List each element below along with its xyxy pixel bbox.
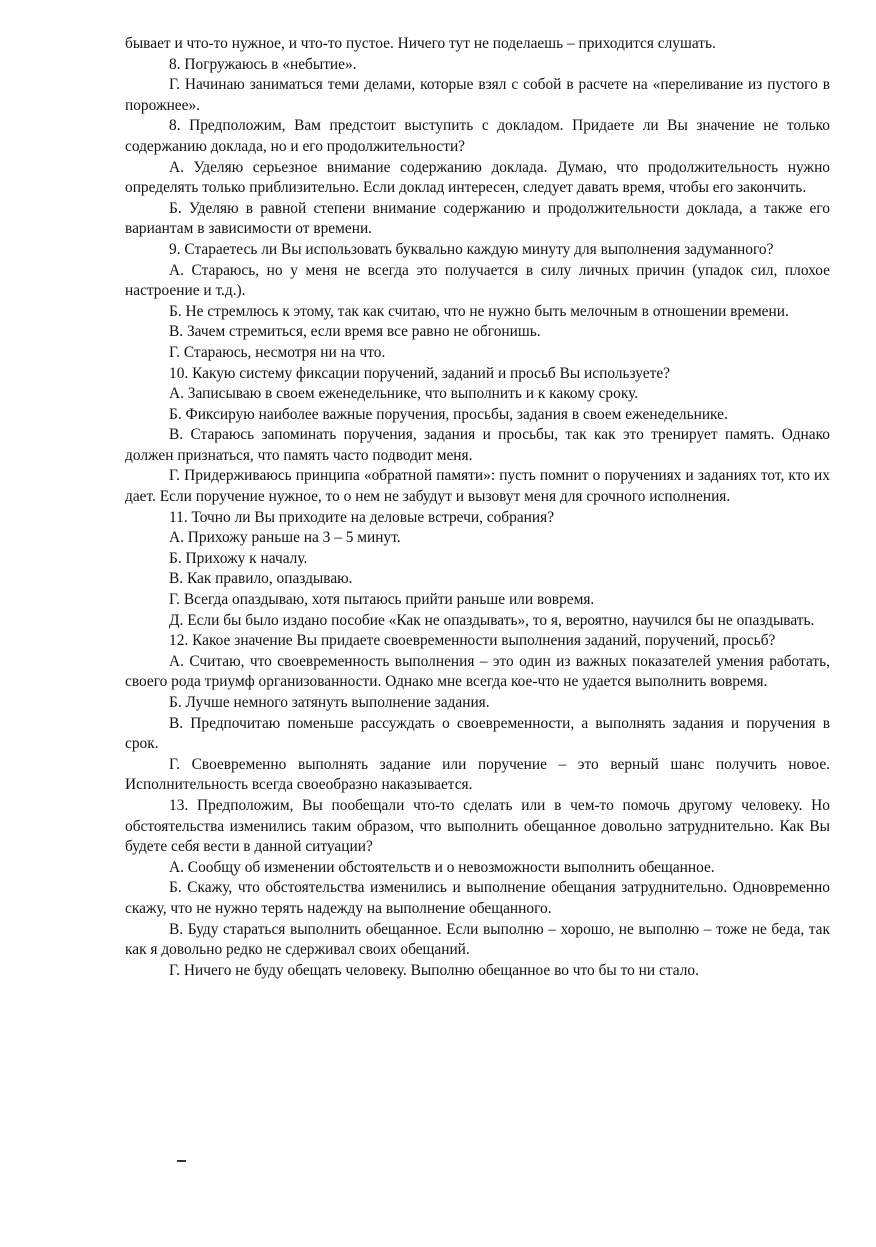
document-body [125,34,830,981]
paragraph: Г. Придерживаюсь принципа «обратной памяти»: пусть помнит о поручениях и заданиях тот, кто их дает. Если поручение нужное, то о нем не забудут и вызовут меня для срочного исполнения. [125,467,830,506]
paragraph: бывает и что-то нужное, и что-то пустое. Ничего тут не поделаешь – приходится слушать. [125,35,716,52]
paragraph: Б. Скажу, что обстоятельства изменились и выполнение обещания затруднительно. Одновременно скажу, что не нужно терять надежду на выполнение обещанного. [125,879,830,917]
paragraph: Б. Прихожу к началу. [169,549,308,567]
paragraph: Д. Если бы было издано пособие «Как не опаздывать», то я, вероятно, научился бы не опаздывать. [169,611,815,629]
paragraph: 10. Какую систему фиксации поручений, заданий и просьб Вы используете? [169,364,670,382]
paragraph: Г. Всегда опаздываю, хотя пытаюсь прийти раньше или вовремя. [169,591,595,609]
paragraph: Б. Уделяю в равной степени внимание содержанию и продолжительности доклада, а также его вариантам в зависимости от времени. [125,199,830,238]
paragraph: Г. Ничего не буду обещать человеку. Выполню обещанное во что бы то ни стало. [169,961,699,979]
paragraph: А. Прихожу раньше на 3 – 5 минут. [169,529,401,547]
paragraph: 9. Стараетесь ли Вы использовать буквально каждую минуту для выполнения задуманного? [169,240,774,258]
paragraph: Г. Начинаю заниматься теми делами, которые взял с собой в расчете на «переливание из пустого в порожнее». [125,76,830,114]
paragraph: Б. Не стремлюсь к этому, так как считаю, что не нужно быть мелочным в отношении времени. [169,302,789,320]
paragraph: В. Предпочитаю поменьше рассуждать о своевременности, а выполнять задания и поручения в срок. [125,714,830,753]
paragraph: Г. Своевременно выполнять задание или поручение – это верный шанс получить новое. Исполнительность всегда своеобразно наказывается. [125,755,830,794]
paragraph: В. Стараюсь запоминать поручения, задания и просьбы, так как это тренирует память. Однако должен признаться, что память часто подводит меня. [125,426,830,464]
paragraph: А. Уделяю серьезное внимание содержанию доклада. Думаю, что продолжительность нужно определять только приблизительно. Если доклад интересен, следует давать время, чтобы его закончить. [125,158,830,197]
scan-mark [177,1160,186,1162]
paragraph: 11. Точно ли Вы приходите на деловые встречи, собрания? [169,508,555,526]
paragraph: Г. Стараюсь, несмотря ни на что. [169,343,386,361]
paragraph: В. Как правило, опаздываю. [169,570,353,588]
paragraph: А. Считаю, что своевременность выполнения – это один из важных показателей умения работать, своего рода триумф организованности. Однако мне всегда кое-что не удается выполнить вовремя. [125,652,830,691]
paragraph: 8. Предположим, Вам предстоит выступить с докладом. Придаете ли Вы значение не только содержанию доклада, но и его продолжительности? [125,117,830,155]
paragraph: А. Сообщу об изменении обстоятельств и о невозможности выполнить обещанное. [169,858,715,876]
paragraph: А. Стараюсь, но у меня не всегда это получается в силу личных причин (упадок сил, плохое настроение и т.д.). [125,261,830,300]
paragraph: В. Буду стараться выполнить обещанное. Если выполню – хорошо, не выполню – тоже не беда, так как я довольно редко не сдерживал своих обещаний. [125,920,830,959]
paragraph: А. Записываю в своем еженедельнике, что выполнить и к какому сроку. [169,385,639,403]
paragraph: 12. Какое значение Вы придаете своевременности выполнения заданий, поручений, просьб? [169,632,776,650]
paragraph: 8. Погружаюсь в «небытие». [169,55,357,73]
paragraph: Б. Лучше немного затянуть выполнение задания. [169,694,490,711]
paragraph: В. Зачем стремиться, если время все равно не обгонишь. [169,323,541,341]
paragraph: Б. Фиксирую наиболее важные поручения, просьбы, задания в своем еженедельнике. [169,405,728,423]
paragraph: 13. Предположим, Вы пообещали что-то сделать или в чем-то помочь другому человеку. Но обстоятельства изменились таким образом, что выполнить обещанное довольно затруднительно. Как Вы будете себя вести в данной ситуации? [125,796,830,856]
